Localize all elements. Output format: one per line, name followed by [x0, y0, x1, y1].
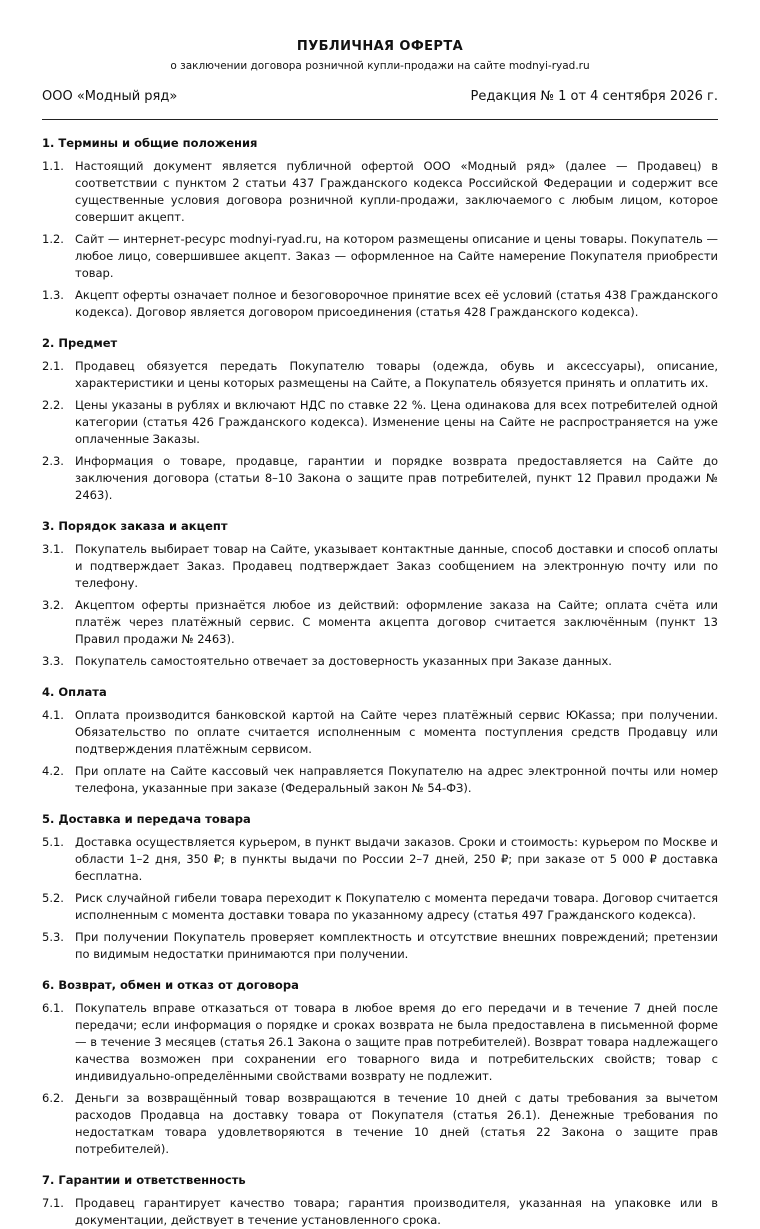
- clause-number: 6.2.: [42, 1091, 64, 1105]
- clause-text: Покупатель самостоятельно отвечает за достоверность указанных при Заказе данных.: [75, 654, 612, 668]
- clause-number: 3.1.: [42, 542, 64, 556]
- clause-text: Сайт — интернет-ресурс modnyi-ryad.ru, на котором размещены описание и цены товары. Покупатель — любое лицо, совершившее акцепт. Заказ — оформленное на Сайте намерение Покупателя приобрести товар.: [75, 232, 718, 280]
- clause: [42, 397, 718, 448]
- clause-number: 1.1.: [42, 159, 64, 173]
- section: [42, 684, 718, 797]
- section-title: 2. Предмет: [42, 336, 118, 350]
- clause-text: Настоящий документ является публичной офертой ООО «Модный ряд» (далее — Продавец) в соответствии с пунктом 2 статьи 437 Гражданского кодекса Российской Федерации и содержит все существенные условия договора розничной купли-продажи, заключаемого с любым лицом, которое совершит акцепт.: [75, 159, 718, 224]
- section-title: 4. Оплата: [42, 685, 107, 699]
- clause-number: 5.1.: [42, 835, 64, 849]
- clause-number: 2.1.: [42, 359, 64, 373]
- clause: [42, 834, 718, 885]
- section: [42, 1172, 718, 1229]
- clause: [42, 929, 718, 963]
- document-subtitle: о заключении договора розничной купли-продажи на сайте modnyi-ryad.ru: [170, 60, 590, 72]
- edition-info: Редакция № 1 от 4 сентября 2026 г.: [470, 89, 718, 104]
- sections-container: [42, 135, 718, 1229]
- clause-number: 1.3.: [42, 288, 64, 302]
- clause-number: 5.3.: [42, 930, 64, 944]
- clause-number: 3.2.: [42, 598, 64, 612]
- section-title: 5. Доставка и передача товара: [42, 812, 251, 826]
- clause: [42, 763, 718, 797]
- clause: [42, 453, 718, 504]
- section-title: 3. Порядок заказа и акцепт: [42, 519, 228, 533]
- clause-number: 1.2.: [42, 232, 64, 246]
- section: [42, 977, 718, 1158]
- document-meta: [42, 89, 718, 120]
- clause: [42, 541, 718, 592]
- clause: [42, 1090, 718, 1158]
- clause-text: Цены указаны в рублях и включают НДС по ставке 22 %. Цена одинакова для всех потребителей одной категории (статья 426 Гражданского кодекса). Изменение цены на Сайте не распространяется на уже оплаченные Заказы.: [75, 398, 718, 446]
- company-name: ООО «Модный ряд»: [42, 89, 178, 104]
- clause-number: 7.1.: [42, 1196, 64, 1210]
- clause-number: 2.2.: [42, 398, 64, 412]
- clause: [42, 231, 718, 282]
- clause-text: Продавец гарантирует качество товара; гарантия производителя, указанная на упаковке или в документации, действует в течение установленного срока.: [75, 1196, 718, 1227]
- clause: [42, 707, 718, 758]
- clause: [42, 1195, 718, 1229]
- clause-text: Покупатель вправе отказаться от товара в любое время до его передачи и в течение 7 дней после передачи; если информация о порядке и сроках возврата не была предоставлена в письменной форме — в течение 3 месяцев (статья 26.1 Закона о защите прав потребителей). Возврат товара надлежащего качества возможен при сохранении его товарного вида и потребительских свойств; товар с индивидуально-определёнными свойствами возврату не подлежит.: [75, 1001, 718, 1083]
- clause: [42, 890, 718, 924]
- clause-text: Акцептом оферты признаётся любое из действий: оформление заказа на Сайте; оплата счёта или платёж через платёжный сервис. С момента акцепта договор считается заключённым (пункт 13 Правил продажи № 2463).: [75, 598, 718, 646]
- clause-number: 2.3.: [42, 454, 64, 468]
- clause-text: Продавец обязуется передать Покупателю товары (одежда, обувь и аксессуары), описание, характеристики и цены которых размещены на Сайте, а Покупатель обязуется принять и оплатить их.: [75, 359, 718, 390]
- clause-text: Риск случайной гибели товара переходит к Покупателю с момента передачи товара. Договор считается исполненным с момента доставки товара по указанному адресу (статья 497 Гражданского кодекса).: [75, 891, 718, 922]
- clause-text: Оплата производится банковской картой на Сайте через платёжный сервис ЮKassa; при получении. Обязательство по оплате считается исполненным с момента поступления средств Продавцу или подтверждения платёжным сервисом.: [75, 708, 718, 756]
- clause-text: При оплате на Сайте кассовый чек направляется Покупателю на адрес электронной почты или номер телефона, указанные при заказе (Федеральный закон № 54-ФЗ).: [75, 764, 718, 795]
- clause-text: Информация о товаре, продавце, гарантии и порядке возврата предоставляется на Сайте до заключения договора (статьи 8–10 Закона о защите прав потребителей, пункт 12 Правил продажи № 2463).: [75, 454, 718, 502]
- clause: [42, 358, 718, 392]
- clause: [42, 597, 718, 648]
- clause-number: 4.1.: [42, 708, 64, 722]
- clause-number: 5.2.: [42, 891, 64, 905]
- clause: [42, 158, 718, 226]
- clause-text: При получении Покупатель проверяет комплектность и отсутствие внешних повреждений; претензии по видимым недостатки принимаются при получении.: [75, 930, 718, 961]
- clause-text: Деньги за возвращённый товар возвращаются в течение 10 дней с даты требования за вычетом расходов Продавца на доставку товара от Покупателя (статья 26.1). Денежные требования по недостаткам товара удовлетворяются в течение 10 дней (статья 22 Закона о защите прав потребителей).: [75, 1091, 718, 1156]
- clause: [42, 1000, 718, 1085]
- clause-text: Доставка осуществляется курьером, в пункт выдачи заказов. Сроки и стоимость: курьером по Москве и области 1–2 дня, 350 ₽; в пункты выдачи по России 2–7 дней, 250 ₽; при заказе от 5 000 ₽ доставка бесплатна.: [75, 835, 718, 883]
- clause-text: Покупатель выбирает товар на Сайте, указывает контактные данные, способ доставки и способ оплаты и подтверждает Заказ. Продавец подтверждает Заказ сообщением на электронную почту или по телефону.: [75, 542, 718, 590]
- clause-number: 4.2.: [42, 764, 64, 778]
- section-title: 6. Возврат, обмен и отказ от договора: [42, 978, 299, 992]
- section: [42, 811, 718, 963]
- document-title: ПУБЛИЧНАЯ ОФЕРТА: [296, 39, 464, 54]
- section-title: 1. Термины и общие положения: [42, 136, 258, 150]
- section: [42, 135, 718, 321]
- clause-text: Акцепт оферты означает полное и безоговорочное принятие всех её условий (статья 438 Гражданского кодекса). Договор является договором присоединения (статья 428 Гражданского кодекса).: [75, 288, 718, 319]
- clause-number: 6.1.: [42, 1001, 64, 1015]
- clause: [42, 287, 718, 321]
- clause: [42, 653, 718, 670]
- clause-number: 3.3.: [42, 654, 64, 668]
- section: [42, 335, 718, 504]
- section-title: 7. Гарантии и ответственность: [42, 1173, 246, 1187]
- section: [42, 518, 718, 670]
